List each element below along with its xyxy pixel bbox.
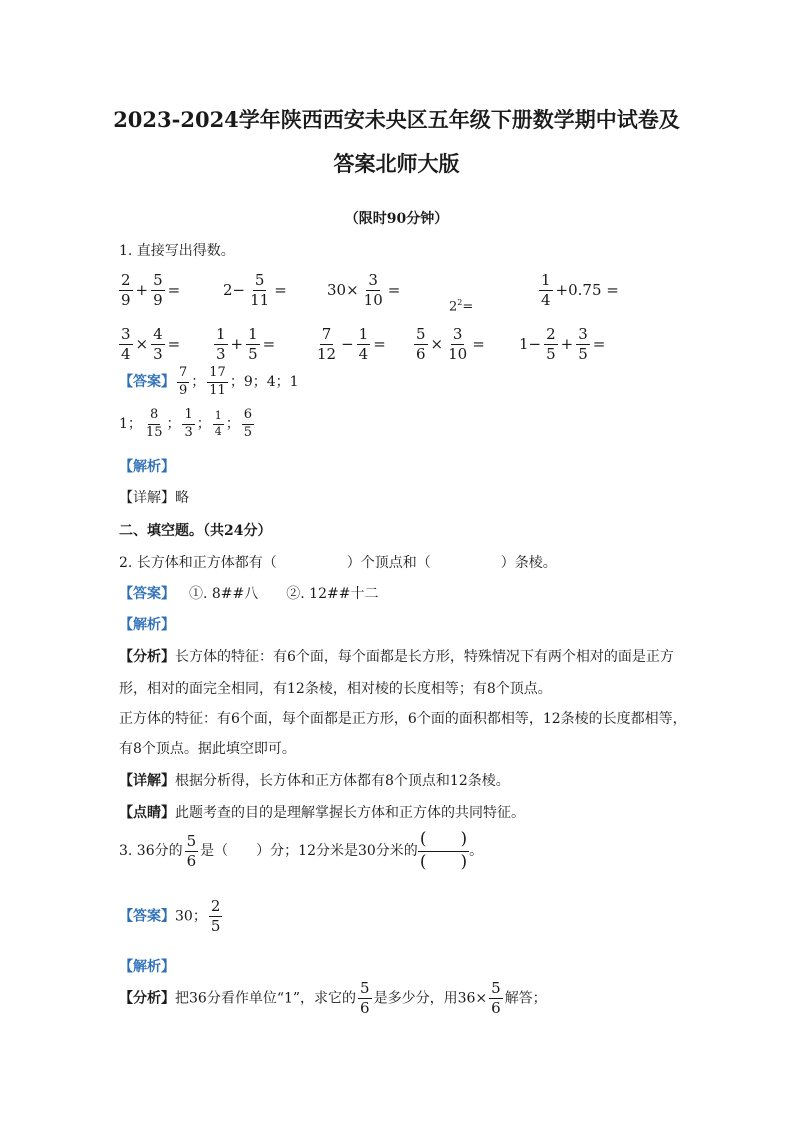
q1-expr-1: $\frac{2}{9}$ + $\frac{5}{9}$ = bbox=[121, 271, 181, 309]
q2-analysis-label: 【解析】 bbox=[119, 617, 175, 633]
q2-answer: 【答案】 ①. 8##八 ②. 12##十二 bbox=[119, 586, 379, 602]
q3-fenxi: 【分析】把36分看作单位“1”，求它的 $\frac{5}{6}$ 是多少分，用36× $\frac{5}{6}$ 解答； bbox=[119, 979, 547, 1017]
q2-fenxi-line3: 正方体的特征：有6个面，每个面都是正方形，6个面的面积都相等，12条棱的长度都相等， bbox=[119, 711, 687, 727]
q1-expr-7: $\frac{1}{3}$ + $\frac{1}{5}$ = bbox=[216, 325, 276, 363]
q1-expr-3: 30× $\frac{3}{10}$ = bbox=[327, 271, 401, 309]
doc-title-line1: 2023-2024学年陕西西安未央区五年级下册数学期中试卷及 bbox=[113, 107, 680, 132]
q2-fenxi-line2: 形，相对的面完全相同，有12条棱，相对棱的长度相等；有8个顶点。 bbox=[119, 681, 552, 697]
q2-dianjing: 【点睛】此题考查的目的是理解掌握长方体和正方体的共同特征。 bbox=[119, 805, 525, 821]
q1-heading: 1. 直接写出得数。 bbox=[119, 243, 235, 259]
q1-answer-line2: 1； $\frac{8}{15}$ ； $\frac{1}{3}$ ； $\frac{1}{4}$ ； $\frac{6}{5}$ bbox=[119, 407, 253, 440]
q1-analysis-label: 【解析】 bbox=[119, 459, 175, 475]
section-2-heading: 二、填空题。（共24分） bbox=[119, 523, 272, 539]
q1-expr-8: $\frac{7}{12}$ − $\frac{1}{4}$ = bbox=[317, 325, 386, 363]
q1-answer-line1: 【答案】 $\frac{7}{9}$ ； $\frac{17}{11}$ ；9；4；1 bbox=[119, 365, 299, 398]
q2-fenxi-line1: 【分析】长方体的特征：有6个面，每个面都是长方形，特殊情况下有两个相对的面是正方 bbox=[119, 649, 674, 665]
q1-expr-6: $\frac{3}{4}$ × $\frac{4}{3}$ = bbox=[121, 325, 181, 363]
q2-detail: 【详解】根据分析得，长方体和正方体都有8个顶点和12条棱。 bbox=[119, 773, 510, 789]
q2-question: 2. 长方体和正方体都有（ ）个顶点和（ ）条棱。 bbox=[119, 555, 557, 571]
q1-expr-5: $\frac{1}{4}$ +0.75 = bbox=[541, 271, 619, 309]
q1-expr-4: $2^2=$ bbox=[449, 298, 474, 315]
q1-detail: 【详解】略 bbox=[119, 490, 189, 506]
q1-expr-10: 1− $\frac{2}{5}$ + $\frac{3}{5}$ = bbox=[519, 325, 606, 363]
time-limit: （限时90分钟） bbox=[344, 211, 449, 227]
q2-fenxi-line4: 有8个顶点。据此填空即可。 bbox=[119, 741, 296, 757]
q3-answer: 【答案】30； $\frac{2}{5}$ bbox=[119, 897, 221, 935]
q3-question: 3. 36分的 $\frac{5}{6}$ 是（ ）分；12分米是30分米的 ( ) ( ) 。 bbox=[119, 829, 484, 872]
q3-analysis-label: 【解析】 bbox=[119, 959, 175, 975]
q1-expr-9: $\frac{5}{6}$ × $\frac{3}{10}$ = bbox=[416, 325, 485, 363]
q1-expr-2: 2− $\frac{5}{11}$ = bbox=[223, 271, 287, 309]
doc-title-line2: 答案北师大版 bbox=[333, 151, 460, 176]
